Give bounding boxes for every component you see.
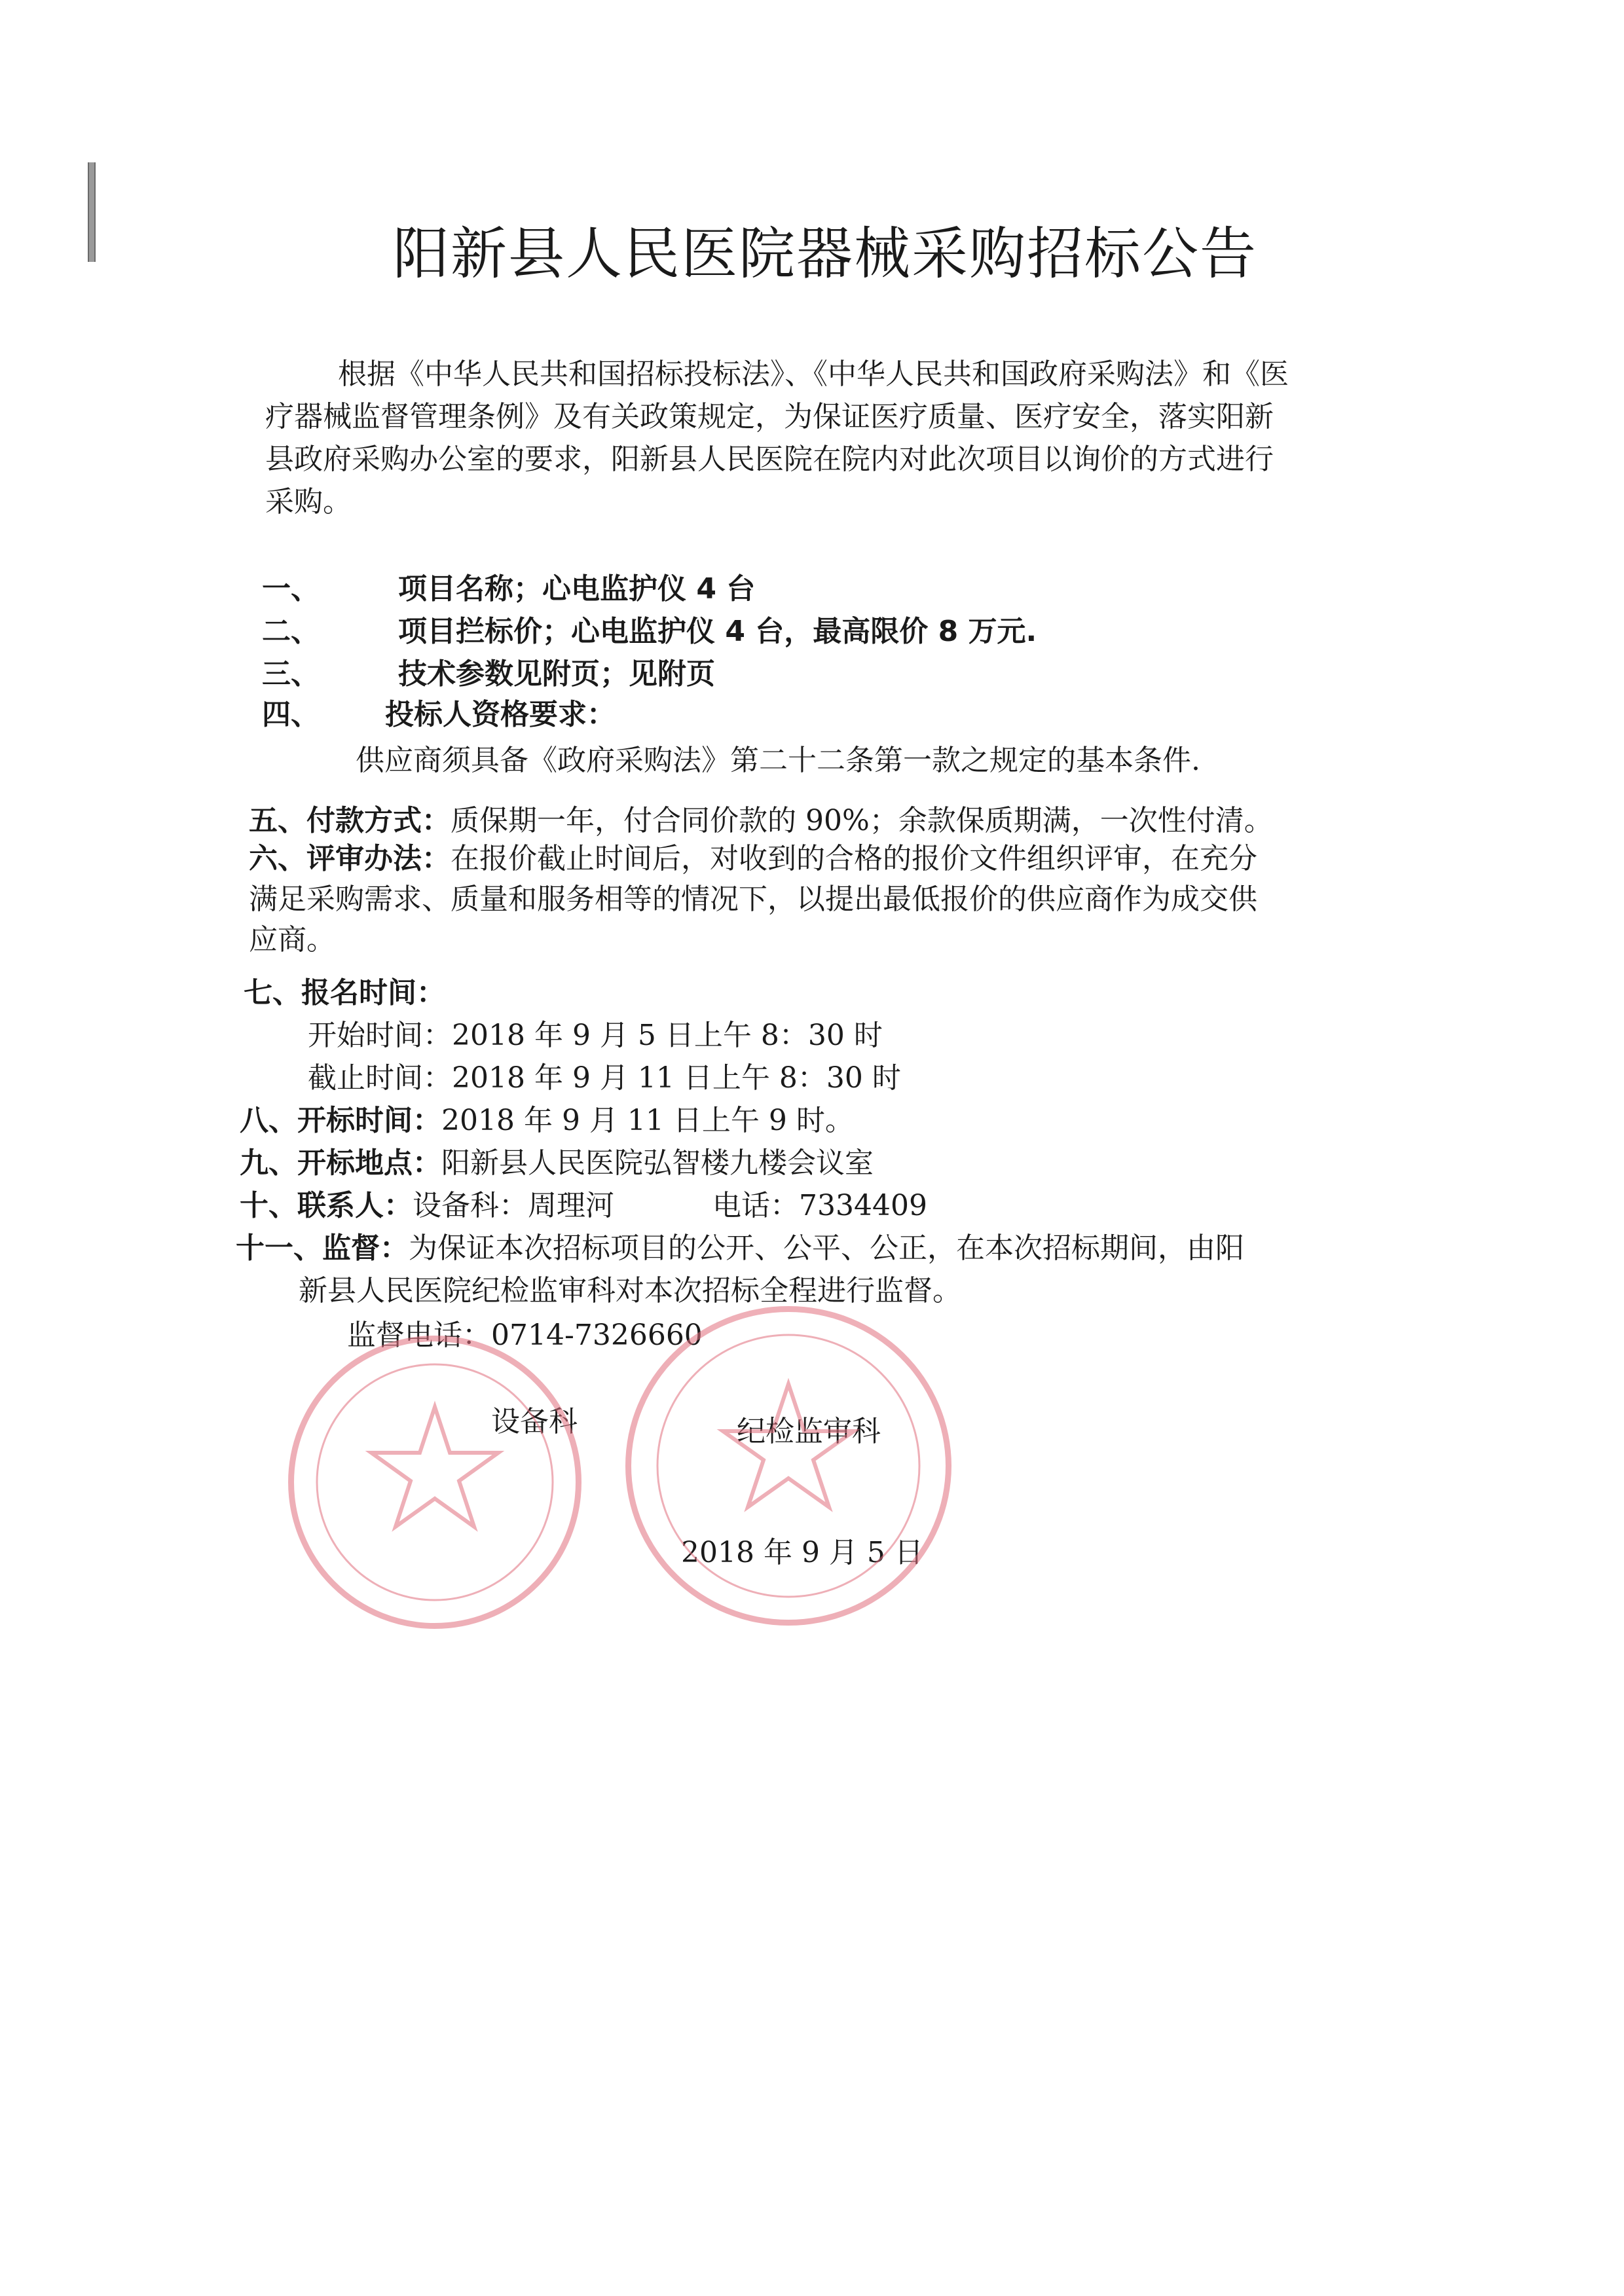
item-4: [262, 698, 616, 731]
page-title: 阳新县人民医院器械采购招标公告: [393, 221, 1257, 287]
registration-start-label: 开始时间：: [308, 1019, 452, 1052]
intro-line-1: 根据《中华人民共和国招标投标法》、《中华人民共和国政府采购法》和《医: [338, 357, 1289, 391]
intro-line-4: 采购。: [265, 485, 352, 519]
intro-line-3: 县政府采购办公室的要求，阳新县人民医院在院内对此次项目以询价的方式进行: [265, 443, 1274, 476]
item-11-line-1: 为保证本次招标项目的公开、公平、公正，在本次招标期间，由阳: [409, 1231, 1244, 1265]
registration-start: [308, 1021, 883, 1050]
item-6-line-2: 满足采购需求、质量和服务相等的情况下，以提出最低报价的供应商作为成交供: [249, 883, 1257, 916]
item-10-label: 十、联系人：: [240, 1189, 413, 1222]
registration-start-value: 2018 年 9 月 5 日上午 8：30 时: [452, 1019, 883, 1052]
registration-end-value: 2018 年 9 月 11 日上午 8：30 时: [452, 1061, 901, 1095]
item-8-label: 八、开标时间：: [240, 1104, 441, 1137]
inspection-dept-seal: [625, 1306, 951, 1626]
item-2-number: 二、: [262, 615, 320, 648]
item-4-text: 投标人资格要求：: [385, 698, 616, 731]
item-11: [236, 1231, 1244, 1265]
item-9: [240, 1146, 874, 1180]
intro-line-2: 疗器械监督管理条例》及有关政策规定，为保证医疗质量、医疗安全，落实阳新: [265, 400, 1274, 433]
item-1: [262, 572, 756, 606]
item-4-detail: 供应商须具备《政府采购法》第二十二条第一款之规定的基本条件.: [356, 744, 1200, 777]
item-2-text: 项目拦标价；心电监护仪 4 台，最高限价 8 万元.: [398, 615, 1037, 648]
contact-dept: 设备科：周理河: [413, 1189, 614, 1222]
item-5-text: 质保期一年，付合同价款的 90%；余款保质期满，一次性付清。: [451, 804, 1273, 837]
supervision-phone: 监督电话：0714-7326660: [347, 1319, 703, 1352]
item-6: [249, 842, 1257, 875]
item-2: [262, 617, 1037, 646]
item-8: [240, 1106, 854, 1135]
item-4-number: 四、: [262, 698, 320, 731]
item-9-label: 九、开标地点：: [240, 1146, 441, 1180]
item-1-number: 一、: [262, 572, 320, 606]
item-9-text: 阳新县人民医院弘智楼九楼会议室: [441, 1146, 874, 1180]
item-6-line-1: 在报价截止时间后，对收到的合格的报价文件组织评审，在充分: [451, 842, 1257, 875]
signature-dept-equipment: 设备科: [491, 1405, 578, 1438]
item-5: [249, 804, 1273, 837]
contact-phone: 电话：7334409: [712, 1189, 927, 1222]
item-3-number: 三、: [262, 657, 320, 691]
scan-edge-mark: [88, 162, 96, 262]
item-6-label: 六、评审办法：: [249, 842, 451, 875]
item-3-text: 技术参数见附页；见附页: [398, 657, 715, 691]
item-7-label: 七、报名时间：: [244, 976, 445, 1010]
item-6-line-3: 应商。: [249, 923, 335, 957]
item-1-text: 项目名称；心电监护仪 4 台: [398, 572, 756, 606]
item-8-text: 2018 年 9 月 11 日上午 9 时。: [441, 1104, 854, 1137]
registration-end-label: 截止时间：: [308, 1061, 452, 1095]
signature-date: 2018 年 9 月 5 日: [681, 1536, 923, 1569]
item-3: [262, 657, 715, 691]
item-5-label: 五、付款方式：: [249, 804, 451, 837]
item-11-line-2: 新县人民医院纪检监审科对本次招标全程进行监督。: [299, 1274, 961, 1307]
seal-star-icon: [294, 1341, 576, 1623]
seal-star-icon: [631, 1312, 946, 1620]
item-10: [240, 1189, 927, 1222]
item-11-label: 十一、监督：: [236, 1231, 409, 1265]
registration-end: [308, 1061, 901, 1095]
equipment-dept-seal: [288, 1336, 581, 1629]
signature-dept-inspection: 纪检监审科: [737, 1415, 881, 1448]
